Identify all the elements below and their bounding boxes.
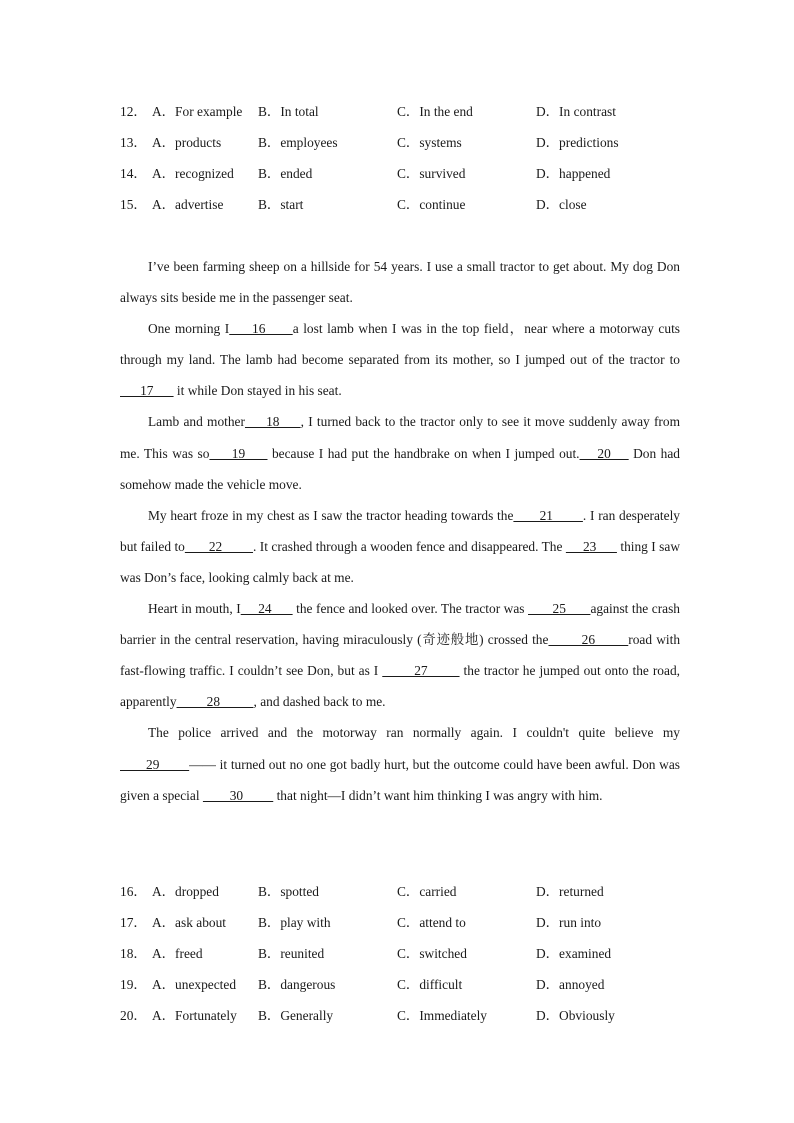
question-number: 17． — [120, 915, 147, 930]
question-row — [120, 133, 700, 153]
option-c[interactable]: C．continue — [397, 197, 466, 212]
option-a[interactable]: A．freed — [152, 946, 203, 961]
paragraph-text: thing I saw was Don’s face, looking calmly back at me. — [120, 538, 681, 585]
question-row — [120, 944, 700, 964]
blank-29[interactable]: 29 — [120, 756, 190, 772]
paragraph — [120, 251, 680, 313]
paragraph-text: . I ran desperately but failed to — [120, 507, 681, 554]
option-c[interactable]: C．difficult — [397, 977, 463, 992]
option-c[interactable]: C．attend to — [397, 915, 466, 930]
option-d[interactable]: D．happened — [536, 166, 611, 181]
option-c[interactable]: C．carried — [397, 884, 457, 899]
option-d[interactable]: D．predictions — [536, 135, 619, 150]
option-d[interactable]: D．annoyed — [536, 977, 605, 992]
paragraph-text: against the crash barrier in the central reservation, having miraculously (奇迹般地) crossed the — [120, 601, 680, 648]
blank-26[interactable]: 26 — [548, 632, 629, 648]
option-d[interactable]: D．returned — [536, 884, 604, 899]
option-c[interactable]: C．systems — [397, 135, 462, 150]
paragraph — [120, 313, 680, 406]
option-d[interactable]: D．close — [536, 197, 587, 212]
paragraph-text: . It crashed through a wooden fence and disappeared. The — [253, 538, 566, 554]
option-c[interactable]: C．switched — [397, 946, 467, 961]
question-row — [120, 195, 700, 215]
question-row — [120, 164, 700, 184]
option-a[interactable]: A．advertise — [152, 197, 224, 212]
blank-22[interactable]: 22 — [184, 538, 254, 554]
option-a[interactable]: A．ask about — [152, 915, 227, 930]
paragraph — [120, 406, 680, 499]
option-c[interactable]: C．survived — [397, 166, 466, 181]
paragraph-text: Lamb and mother — [148, 414, 245, 430]
blank-25[interactable]: 25 — [528, 601, 591, 617]
blank-23[interactable]: 23 — [565, 538, 617, 554]
question-number: 12． — [120, 104, 147, 119]
blank-27[interactable]: 27 — [382, 663, 460, 679]
paragraph-text: , I turned back to the tractor only to see it move suddenly away from me. This was so — [120, 414, 680, 461]
paragraph-text: The police arrived and the motorway ran normally again. I couldn't quite believe my — [148, 725, 680, 741]
blank-28[interactable]: 28 — [176, 694, 254, 710]
blank-18[interactable]: 18 — [244, 414, 301, 430]
question-row — [120, 102, 700, 122]
option-d[interactable]: D．examined — [536, 946, 612, 961]
question-number: 15． — [120, 197, 147, 212]
question-number: 18． — [120, 946, 147, 961]
option-b[interactable]: B．dangerous — [258, 977, 336, 992]
question-row — [120, 882, 700, 902]
paragraph-text: , and dashed back to me. — [253, 694, 386, 710]
blank-20[interactable]: 20 — [579, 445, 629, 461]
option-c[interactable]: C．Immediately — [397, 1008, 487, 1023]
option-b[interactable]: B．reunited — [258, 946, 325, 961]
paragraph-text: it while Don stayed in his seat. — [173, 383, 342, 399]
paragraph-text: a lost lamb when I was in the top field，near where a motorway cuts through my land. The lamb had become separated from its mother, so I jumped out of the tractor to — [120, 321, 680, 368]
option-d[interactable]: D．In contrast — [536, 104, 616, 119]
blank-19[interactable]: 19 — [209, 445, 268, 461]
paragraph — [120, 717, 680, 810]
option-a[interactable]: A．recognized — [152, 166, 234, 181]
option-b[interactable]: B．start — [258, 197, 304, 212]
blank-24[interactable]: 24 — [240, 601, 293, 617]
paragraph — [120, 593, 680, 717]
option-d[interactable]: D．Obviously — [536, 1008, 615, 1023]
option-b[interactable]: B．Generally — [258, 1008, 334, 1023]
blank-16[interactable]: 16 — [229, 321, 293, 337]
blank-30[interactable]: 30 — [202, 787, 274, 803]
blank-21[interactable]: 21 — [513, 507, 583, 523]
option-a[interactable]: A．unexpected — [152, 977, 237, 992]
option-b[interactable]: B．spotted — [258, 884, 320, 899]
question-number: 19． — [120, 977, 147, 992]
paragraph-text: Heart in mouth, I — [148, 601, 241, 617]
option-a[interactable]: A．For example — [152, 104, 243, 119]
question-row — [120, 975, 700, 995]
option-c[interactable]: C．In the end — [397, 104, 473, 119]
option-a[interactable]: A．dropped — [152, 884, 219, 899]
paragraph-text: because I had put the handbrake on when I jumped out. — [267, 445, 580, 461]
option-b[interactable]: B．play with — [258, 915, 331, 930]
option-a[interactable]: A．Fortunately — [152, 1008, 237, 1023]
question-row — [120, 913, 700, 933]
question-number: 14． — [120, 166, 147, 181]
blank-17[interactable]: 17 — [120, 383, 174, 399]
paragraph-text: road with fast-flowing traffic. I couldn’t see Don, but as I — [120, 632, 681, 679]
paragraph-text: —— it turned out no one got badly hurt, but the outcome could have been awful. Don was given a special — [120, 756, 681, 803]
question-row — [120, 1006, 700, 1026]
question-number: 13． — [120, 135, 147, 150]
cloze-passage — [120, 251, 680, 811]
question-number: 16． — [120, 884, 147, 899]
paragraph-text: I’ve been farming sheep on a hillside for 54 years. I use a small tractor to get about. My dog Don always sits beside me in the passenger seat. — [120, 259, 680, 306]
option-b[interactable]: B．employees — [258, 135, 338, 150]
paragraph-text: One morning I — [148, 321, 230, 337]
option-a[interactable]: A．products — [152, 135, 222, 150]
paragraph-text: My heart froze in my chest as I saw the tractor heading towards the — [148, 507, 514, 523]
paragraph-text: that night—I didn’t want him thinking I was angry with him. — [273, 787, 603, 803]
option-b[interactable]: B．ended — [258, 166, 313, 181]
question-number: 20． — [120, 1008, 147, 1023]
paragraph-text: Don had somehow made the vehicle move. — [120, 445, 681, 492]
paragraph-text: the fence and looked over. The tractor was — [292, 601, 529, 617]
paragraph — [120, 500, 680, 593]
option-d[interactable]: D．run into — [536, 915, 602, 930]
paragraph-text: the tractor he jumped out onto the road, apparently — [120, 663, 680, 710]
option-b[interactable]: B．In total — [258, 104, 319, 119]
